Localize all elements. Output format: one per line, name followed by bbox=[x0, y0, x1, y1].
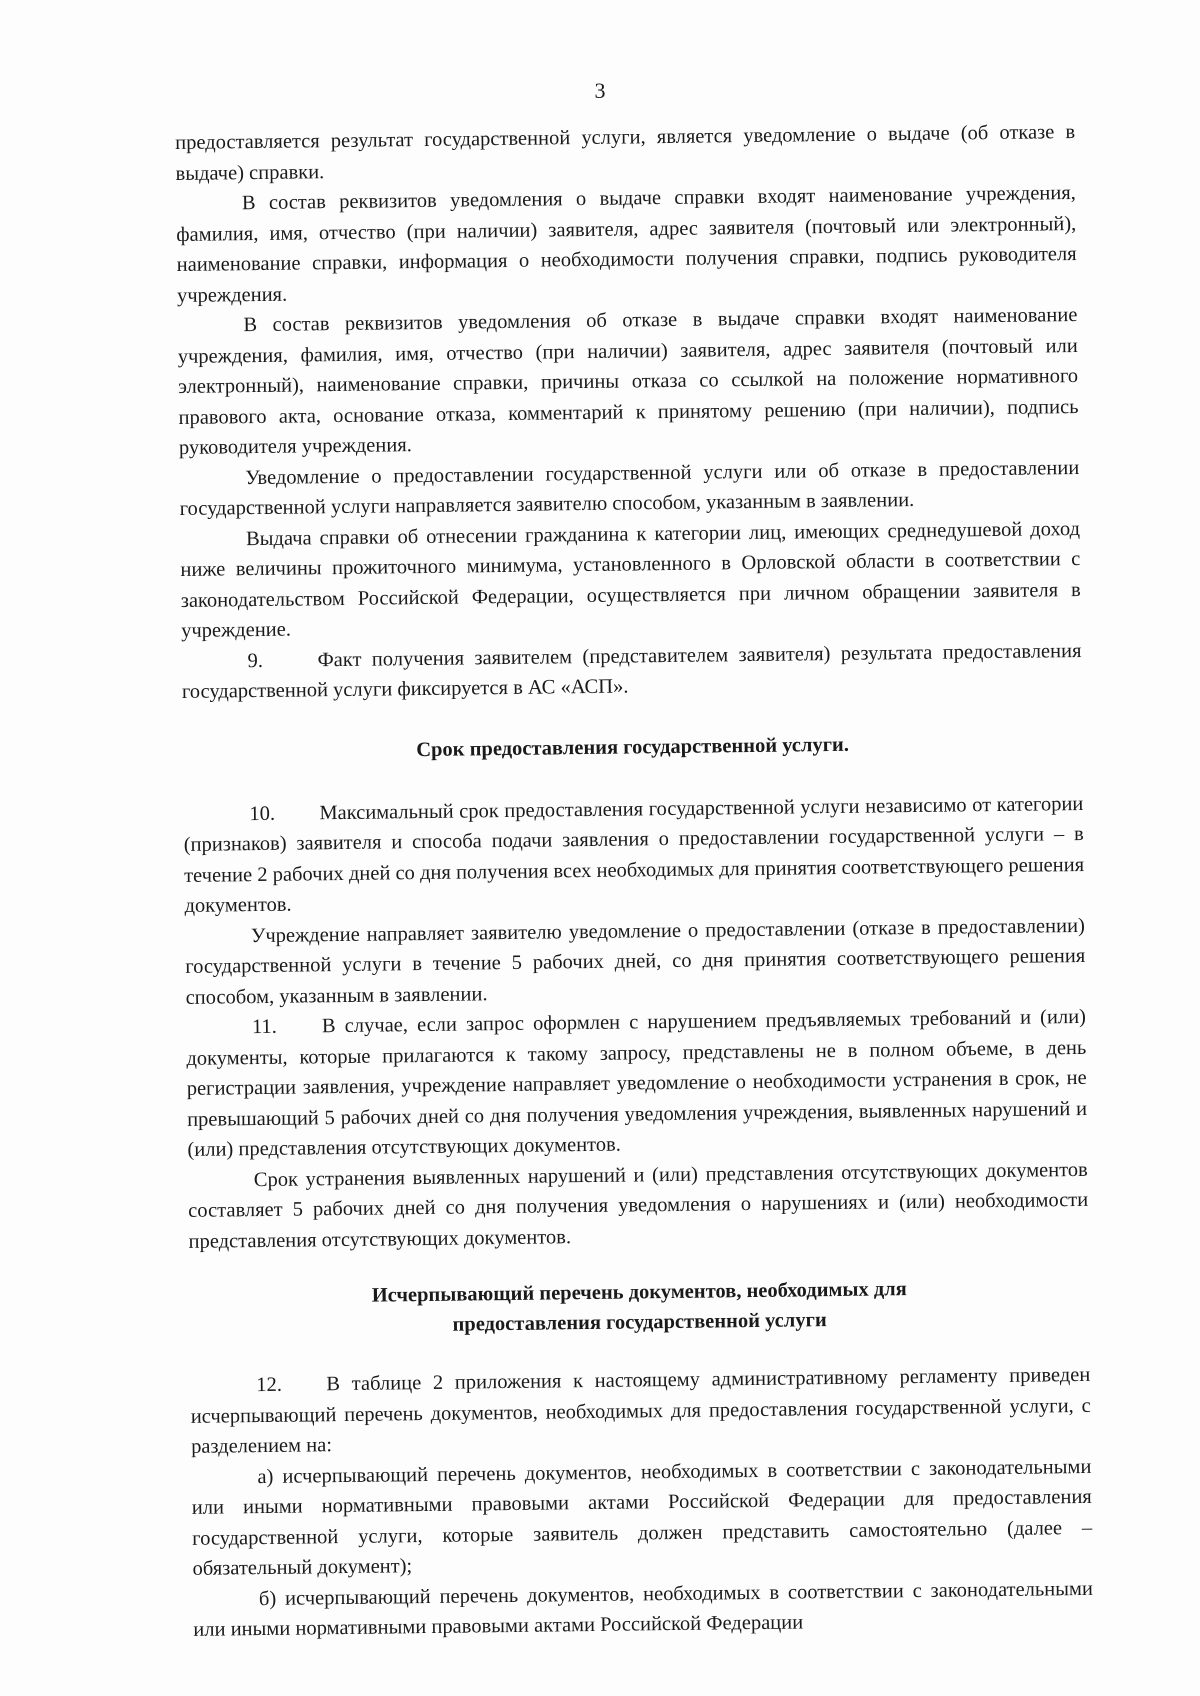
paragraph: Выдача справки об отнесении гражданина к категории лиц, имеющих среднедушевой доход ниже величины прожиточного минимума, установленного в Орловской области в соответствии с законодательством Российской Федерации, осуществляется при личном обращении заявителя в учреждение. bbox=[180, 517, 1081, 642]
paragraph-item-9 bbox=[181, 635, 1082, 707]
paragraph: Учреждение направляет заявителю уведомление о предоставлении (отказе в предоставлении) государственной услуги в течение 5 рабочих дней, со дня принятия соответствующего решения способом, указанным в заявлении. bbox=[185, 914, 1086, 1009]
paragraph-item-10 bbox=[183, 788, 1084, 921]
list-item-b: б) исчерпывающий перечень документов, необходимых в соответствии с законодательными или иными нормативными правовыми актами Российской Федерации bbox=[193, 1577, 1094, 1641]
paragraph-text: В таблице 2 приложения к настоящему административному регламенту приведен исчерпывающий перечень документов, необходимых для предоставления государственной услуги, с разделением на: bbox=[190, 1363, 1091, 1458]
item-number: 11. bbox=[251, 1015, 277, 1039]
section-heading-line-2: предоставления государственной услуги bbox=[452, 1309, 827, 1336]
paragraph-item-11 bbox=[186, 1002, 1088, 1165]
paragraph: Уведомление о предоставлении государственной услуги или об отказе в предоставлении государственной услуги направляется заявителю способом, указанным в заявлении. bbox=[179, 456, 1080, 520]
item-number: 10. bbox=[249, 802, 276, 825]
paragraph: В состав реквизитов уведомления о выдаче справки входят наименование учреждения, фамилия, имя, отчество (при наличии) заявителя, адрес заявителя (почтовый или электронный), наименование справки, информация о необходимости получения справки, подпись руководителя учреждения. bbox=[176, 181, 1077, 307]
paragraph-item-12 bbox=[190, 1360, 1091, 1462]
page-number: 3 bbox=[594, 78, 606, 103]
item-number: 9. bbox=[247, 649, 264, 672]
paragraph-text: Факт получения заявителем (представителем заявителя) результата предоставления государственной услуги фиксируется в АС «АСП». bbox=[181, 639, 1082, 703]
paragraph: В состав реквизитов уведомления об отказе в выдаче справки входят наименование учреждения, фамилия, имя, отчество (при наличии) заявителя, адрес заявителя (почтовый или электронный), наименование справки, причины отказа со ссылкой на положение нормативного правового акта, основание отказа, комментарий к принятому решению (при наличии), подпись руководителя учреждения. bbox=[177, 303, 1079, 459]
section-heading-line-1: Исчерпывающий перечень документов, необходимых для bbox=[371, 1278, 907, 1307]
paragraph-text: В случае, если запрос оформлен с нарушением предъявляемых требований и (или) документы, которые прилагаются к такому запросу, представлены не в полном объеме, в день регистрации заявления, учреждение направляет уведомление о необходимости устранения в срок, не превышающий 5 рабочих дней со дня получения уведомления учреждения, выявленных нарушений и (или) представления отсутствующих документов. bbox=[186, 1005, 1088, 1161]
paragraph: Срок устранения выявленных нарушений и (или) представления отсутствующих документов составляет 5 рабочих дней со дня получения уведомления о нарушениях и (или) необходимости представления отсутствующих документов. bbox=[188, 1158, 1089, 1253]
paragraph-text: Максимальный срок предоставления государственной услуги независимо от категории (признаков) заявителя и способа подачи заявления о предоставлении государственной услуги – в течение 2 рабочих дней со дня получения всех необходимых для принятия соответствующего решения документов. bbox=[183, 792, 1085, 917]
document-body bbox=[175, 117, 1093, 1645]
list-item-a: а) исчерпывающий перечень документов, необходимых в соответствии с законодательными или иными нормативными правовыми актами Российской Федерации для предоставления государственной услуги, которые заявитель должен представить самостоятельно (далее – обязательный документ); bbox=[191, 1455, 1093, 1580]
section-heading: Срок предоставления государственной услуги. bbox=[416, 733, 850, 761]
paragraph: предоставляется результат государственной услуги, является уведомление о выдаче (об отказе в выдаче) справки. bbox=[175, 121, 1076, 185]
item-number: 12. bbox=[256, 1373, 283, 1397]
